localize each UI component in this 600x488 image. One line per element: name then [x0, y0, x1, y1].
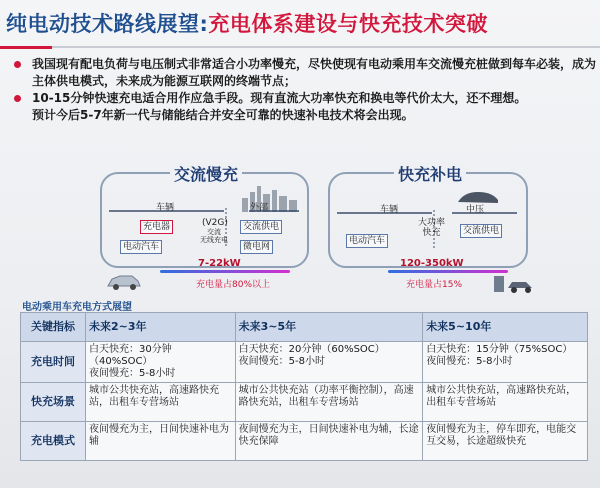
- bullet-item: [8, 90, 596, 107]
- table-row: [21, 383, 588, 422]
- ac-power-bar: [160, 270, 290, 273]
- ac-charging-diagram: [100, 160, 310, 300]
- ac-wireless-label: 交流 无线充电: [200, 228, 228, 244]
- dc-power-label: 120-350kW: [400, 258, 464, 269]
- bullet-dot-icon: [14, 95, 21, 102]
- bullet-item: [8, 107, 596, 124]
- table-header-cell: 未来2~3年: [86, 313, 236, 342]
- table-cell: 城市公共快充站，高速路快充站，出租车专营场站: [423, 383, 588, 422]
- slide-title: [6, 8, 488, 38]
- table-cell: 白天快充：30分钟（40%SOC） 夜间慢充：5-8小时: [86, 342, 236, 383]
- table-cell: 夜间慢充为主，日间快速补电为辅: [86, 422, 236, 461]
- table-cell: 白天快充：15分钟（75%SOC） 夜间慢充：5-8小时: [423, 342, 588, 383]
- ac-ev-box: 电动汽车: [120, 240, 162, 254]
- table-cell: 白天快充：20分钟（60%SOC） 夜间慢充：5-8小时: [235, 342, 423, 383]
- table-row: [21, 342, 588, 383]
- table-row: [21, 422, 588, 461]
- dc-ev-box: 电动汽车: [346, 234, 388, 248]
- title-rule-accent: [0, 46, 52, 49]
- table-cell: 夜间慢充为主，日间快速补电为辅，长途快充保障: [235, 422, 423, 461]
- bullet-text: 10-15分钟快速充电适合用作应急手段。现有直流大功率快充和换电等代价太大，还不理想。: [32, 91, 527, 105]
- table-cell: 夜间慢充为主，停车即充，电能交互交易，长途超级快充: [423, 422, 588, 461]
- ac-charger-box: 充电器: [140, 220, 173, 234]
- title-rule: [0, 46, 600, 48]
- table-header-cell: 未来3~5年: [235, 313, 423, 342]
- ac-microgrid-box: 微电网: [240, 240, 273, 254]
- ac-share-label: 充电量占80%以上: [196, 280, 271, 290]
- table-header-cell: 关键指标: [21, 313, 86, 342]
- table-header-row: [21, 313, 588, 342]
- ac-power-label: 7-22kW: [198, 258, 241, 269]
- bullet-item: [8, 56, 596, 90]
- charging-station-icon: [492, 272, 540, 294]
- dc-vehicle-label: 车辆: [380, 205, 399, 215]
- dc-midvoltage-label: 中压: [466, 205, 485, 215]
- row-label: 充电模式: [21, 422, 86, 461]
- dc-share-label: 充电量占15%: [406, 280, 463, 290]
- table-header-cell: 未来5~10年: [423, 313, 588, 342]
- charging-outlook-table: [20, 312, 588, 461]
- ac-car-icon: [106, 272, 142, 292]
- bullet-text: 我国现有配电负荷与电压制式非常适合小功率慢充，尽快使现有电动乘用车交流慢充桩做到每车必装，成为主体供电模式，未来成为能源互联网的终端节点；: [32, 57, 597, 88]
- table-caption: 电动乘用车充电方式展望: [22, 302, 132, 313]
- row-label: 快充场景: [21, 383, 86, 422]
- table-cell: 城市公共快充站（功率平衡控制），高速路快充站，出租车专营场站: [235, 383, 423, 422]
- bullet-dot-icon: [14, 61, 21, 68]
- dc-diagram-title: 快充补电: [394, 162, 466, 185]
- ac-external-label: 外部: [250, 203, 269, 213]
- ac-vehicle-label: 车辆: [156, 203, 175, 213]
- title-part2: 充电体系建设与快充技术突破: [208, 12, 488, 36]
- bullet-text: 预计今后5-7年新一代与储能结合并安全可靠的快速补电技术将会出现。: [32, 108, 414, 122]
- row-label: 充电时间: [21, 342, 86, 383]
- dc-ac-supply-box: 交流供电: [460, 224, 502, 238]
- title-part1: 纯电动技术路线展望:: [6, 12, 209, 36]
- bullet-list: [8, 56, 596, 124]
- dc-power-bar: [388, 270, 508, 273]
- ac-supply-box: 交流供电: [240, 220, 282, 234]
- ac-v2g-label: (V2G): [202, 218, 228, 228]
- dc-fast-charge-label: 大功率 快充: [418, 218, 446, 238]
- table-cell: 城市公共快充站，高速路快充站，出租车专营场站: [86, 383, 236, 422]
- dc-charging-diagram: [328, 160, 538, 300]
- ac-diagram-title: 交流慢充: [170, 162, 242, 185]
